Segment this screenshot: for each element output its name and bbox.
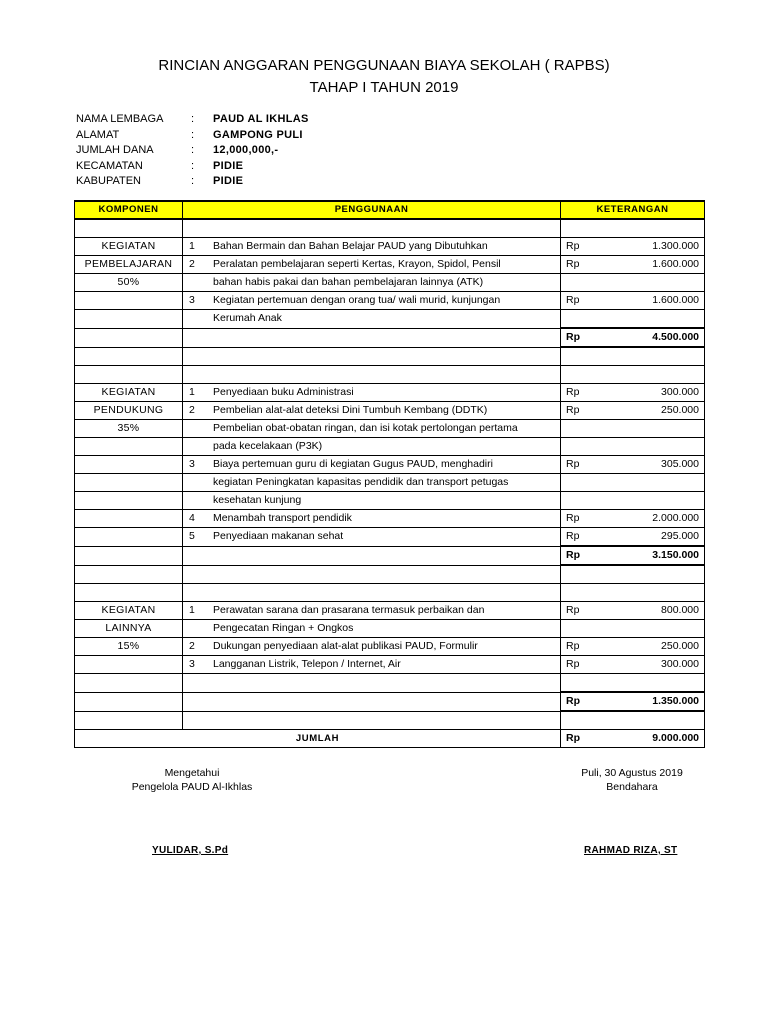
info-row (76, 160, 476, 176)
keterangan-cell (561, 420, 705, 438)
currency-label (561, 620, 595, 637)
amount-value (595, 348, 704, 365)
item-number: 1 (189, 604, 195, 616)
currency-label: Rp (566, 658, 580, 670)
left-signature-block (112, 766, 272, 794)
subtotal-row (75, 328, 705, 347)
keterangan-cell (561, 328, 705, 347)
komponen-cell (75, 438, 183, 456)
item-number: 3 (189, 458, 195, 470)
keterangan-cell (561, 438, 705, 456)
right-caption-1: Puli, 30 Agustus 2019 (581, 767, 683, 779)
table-row (75, 602, 705, 620)
komponen-cell: KEGIATAN (75, 384, 183, 402)
info-value: PIDIE (213, 159, 244, 172)
table-row (75, 310, 705, 329)
item-number: 1 (189, 386, 195, 398)
keterangan-cell (561, 310, 705, 329)
item-number (183, 438, 209, 455)
amount-value (595, 492, 704, 509)
currency-label (561, 220, 595, 237)
penggunaan-cell (183, 310, 561, 329)
currency-label: Rp (566, 386, 580, 398)
info-value: GAMPONG PULI (213, 128, 303, 141)
penggunaan-cell (183, 274, 561, 292)
item-description: Penyediaan buku Administrasi (213, 386, 354, 398)
currency-label: Rp (566, 695, 580, 707)
table-row (75, 528, 705, 547)
currency-label: Rp (566, 404, 580, 416)
penggunaan-cell (183, 402, 561, 420)
amount-value (595, 366, 704, 383)
item-description: Menambah transport pendidik (213, 512, 352, 524)
currency-label (561, 566, 595, 583)
currency-label (561, 712, 595, 729)
komponen-cell (75, 456, 183, 474)
penggunaan-cell (183, 546, 561, 565)
table-row (75, 274, 705, 292)
info-colon: : (191, 144, 195, 156)
currency-label: Rp (566, 258, 580, 270)
table-row (75, 620, 705, 638)
currency-label (561, 274, 595, 291)
keterangan-cell (561, 510, 705, 528)
item-description: Penyediaan makanan sehat (213, 530, 344, 543)
item-number (183, 492, 209, 509)
komponen-cell (75, 328, 183, 347)
penggunaan-cell (183, 438, 561, 456)
item-description (209, 366, 560, 383)
keterangan-cell (561, 638, 705, 656)
amount-value (595, 566, 704, 583)
item-number (183, 674, 209, 691)
keterangan-cell (561, 366, 705, 384)
item-description (209, 220, 560, 237)
item-description: kegiatan Peningkatan kapasitas pendidik dan transport petugas (213, 476, 509, 488)
currency-label (561, 674, 595, 691)
item-number (183, 329, 209, 346)
penggunaan-cell (183, 366, 561, 384)
currency-label: Rp (566, 458, 580, 470)
keterangan-cell (561, 692, 705, 711)
amount-value: 3.150.000 (652, 549, 699, 561)
item-description: Pengecatan Ringan + Ongkos (213, 622, 354, 634)
table-row (75, 402, 705, 420)
amount-value: 305.000 (661, 458, 699, 470)
item-description: Pembelian obat-obatan ringan, dan isi kotak pertolongan pertama (213, 422, 518, 434)
keterangan-cell (561, 347, 705, 366)
penggunaan-cell (183, 584, 561, 602)
item-description (209, 712, 560, 729)
keterangan-cell (561, 711, 705, 730)
currency-label (561, 584, 595, 601)
item-number (183, 712, 209, 729)
komponen-cell: KEGIATAN (75, 238, 183, 256)
keterangan-cell (561, 528, 705, 547)
info-colon: : (191, 113, 195, 125)
keterangan-cell (561, 656, 705, 674)
info-value: PIDIE (213, 175, 244, 187)
komponen-cell (75, 674, 183, 693)
item-description (209, 547, 560, 564)
amount-value (595, 620, 704, 637)
keterangan-cell (561, 584, 705, 602)
amount-value: 1.300.000 (652, 240, 699, 252)
penggunaan-cell (183, 456, 561, 474)
item-number: 2 (189, 258, 195, 270)
currency-label (561, 366, 595, 383)
komponen-cell: PENDUKUNG (75, 402, 183, 420)
currency-label (561, 492, 595, 509)
komponen-cell: 35% (75, 420, 183, 438)
komponen-cell (75, 366, 183, 384)
penggunaan-cell (183, 674, 561, 693)
amount-value (595, 438, 704, 455)
grand-total-value: 9.000.000 (652, 732, 699, 744)
item-description (209, 693, 560, 710)
left-caption-1: Mengetahui (164, 767, 220, 779)
keterangan-cell (561, 274, 705, 292)
item-number: 3 (189, 294, 195, 306)
komponen-cell (75, 310, 183, 329)
item-number (183, 366, 209, 383)
item-description: Pembelian alat-alat deteksi Dini Tumbuh Kembang (DDTK) (213, 404, 488, 416)
keterangan-cell (561, 256, 705, 274)
table-row (75, 456, 705, 474)
komponen-cell (75, 474, 183, 492)
keterangan-cell (561, 402, 705, 420)
komponen-cell (75, 656, 183, 674)
item-description (209, 348, 560, 365)
item-description: kesehatan kunjung (213, 494, 302, 506)
amount-value: 1.350.000 (652, 695, 699, 707)
keterangan-cell (561, 492, 705, 510)
institution-info (76, 113, 476, 191)
komponen-cell (75, 711, 183, 730)
komponen-cell (75, 219, 183, 238)
item-description: Dukungan penyediaan alat-alat publikasi PAUD, Formulir (213, 640, 478, 652)
table-row (75, 584, 705, 602)
table-row (75, 474, 705, 492)
amount-value (595, 220, 704, 237)
item-number: 4 (189, 512, 195, 524)
komponen-cell (75, 528, 183, 547)
amount-value (595, 310, 704, 327)
komponen-cell (75, 492, 183, 510)
penggunaan-cell (183, 510, 561, 528)
item-description (209, 674, 560, 691)
penggunaan-cell (183, 328, 561, 347)
penggunaan-cell (183, 256, 561, 274)
keterangan-cell (561, 565, 705, 584)
document-subtitle: TAHAP I TAHUN 2019 (309, 79, 459, 96)
item-description (209, 329, 560, 346)
penggunaan-cell (183, 384, 561, 402)
table-row (75, 366, 705, 384)
komponen-cell: 15% (75, 638, 183, 656)
penggunaan-cell (183, 602, 561, 620)
item-number (183, 584, 209, 601)
amount-value: 250.000 (661, 404, 699, 416)
table-row (75, 510, 705, 528)
item-number (183, 693, 209, 710)
amount-value: 300.000 (661, 658, 699, 670)
currency-label (561, 474, 595, 491)
penggunaan-cell (183, 638, 561, 656)
amount-value: 2.000.000 (652, 512, 699, 524)
keterangan-cell (561, 238, 705, 256)
table-row (75, 420, 705, 438)
table-row (75, 292, 705, 310)
currency-label: Rp (566, 640, 580, 652)
komponen-cell: 50% (75, 274, 183, 292)
item-number: 2 (189, 640, 195, 652)
info-row (76, 129, 476, 145)
right-caption-2: Bendahara (606, 781, 658, 793)
komponen-cell (75, 292, 183, 310)
item-description: Kegiatan pertemuan dengan orang tua/ wali murid, kunjungan (213, 294, 501, 306)
info-label: KABUPATEN (76, 175, 141, 187)
penggunaan-cell (183, 492, 561, 510)
penggunaan-cell (183, 474, 561, 492)
currency-label (561, 310, 595, 327)
item-number (183, 220, 209, 237)
grand-total-row (75, 730, 705, 748)
table-row (75, 347, 705, 366)
table-row (75, 384, 705, 402)
amount-value (595, 474, 704, 491)
table-row (75, 492, 705, 510)
item-description: pada kecelakaan (P3K) (213, 440, 323, 452)
header-komponen: KOMPONEN (75, 201, 183, 219)
table-row (75, 438, 705, 456)
right-signature-block (552, 766, 712, 794)
table-header-row (75, 201, 705, 219)
currency-label (561, 420, 595, 437)
keterangan-cell (561, 384, 705, 402)
left-caption-2: Pengelola PAUD Al-Ikhlas (131, 781, 253, 793)
item-description (209, 566, 560, 583)
item-description: Biaya pertemuan guru di kegiatan Gugus PAUD, menghadiri (213, 458, 493, 470)
item-description: Perawatan sarana dan prasarana termasuk perbaikan dan (213, 604, 485, 616)
info-colon: : (191, 159, 195, 172)
info-colon: : (191, 128, 195, 141)
item-number (183, 547, 209, 564)
info-label: NAMA LEMBAGA (76, 113, 164, 125)
subtotal-row (75, 546, 705, 565)
item-description: Bahan Bermain dan Bahan Belajar PAUD yang Dibutuhkan (213, 240, 488, 252)
item-number: 1 (189, 240, 195, 252)
keterangan-cell (561, 456, 705, 474)
penggunaan-cell (183, 219, 561, 238)
penggunaan-cell (183, 565, 561, 584)
subtotal-row (75, 692, 705, 711)
item-number (183, 566, 209, 583)
currency-label: Rp (566, 604, 580, 616)
komponen-cell: KEGIATAN (75, 602, 183, 620)
item-description: bahan habis pakai dan bahan pembelajaran lainnya (ATK) (213, 276, 484, 288)
table-row (75, 565, 705, 584)
item-number (183, 310, 209, 327)
table-row (75, 238, 705, 256)
item-number (183, 474, 209, 491)
table-row (75, 711, 705, 730)
penggunaan-cell (183, 692, 561, 711)
table-row (75, 674, 705, 693)
currency-label: Rp (566, 240, 580, 252)
item-description: Kerumah Anak (213, 312, 282, 325)
currency-label: Rp (566, 512, 580, 524)
amount-value: 1.600.000 (652, 258, 699, 270)
currency-label: Rp (566, 530, 580, 542)
penggunaan-cell (183, 292, 561, 310)
penggunaan-cell (183, 711, 561, 730)
document-title: RINCIAN ANGGARAN PENGGUNAAN BIAYA SEKOLAH ( RAPBS) (158, 57, 610, 74)
amount-value (595, 712, 704, 729)
left-signer-name: YULIDAR, S.Pd (152, 845, 229, 856)
keterangan-cell (561, 474, 705, 492)
info-row (76, 113, 476, 129)
amount-value: 1.600.000 (652, 294, 699, 306)
keterangan-cell (561, 546, 705, 565)
table-row (75, 638, 705, 656)
amount-value: 295.000 (661, 530, 699, 542)
amount-value (595, 584, 704, 601)
header-penggunaan: PENGGUNAAN (183, 201, 561, 219)
item-description (209, 584, 560, 601)
grand-total-label: JUMLAH (75, 730, 561, 748)
budget-table (74, 200, 705, 748)
grand-total-cell (561, 730, 705, 748)
komponen-cell (75, 347, 183, 366)
currency-label: Rp (566, 294, 580, 306)
penggunaan-cell (183, 620, 561, 638)
item-number: 3 (189, 658, 195, 670)
komponen-cell: LAINNYA (75, 620, 183, 638)
info-label: KECAMATAN (76, 159, 143, 172)
currency-label (561, 438, 595, 455)
komponen-cell (75, 565, 183, 584)
item-number: 2 (189, 404, 195, 416)
item-number (183, 420, 209, 437)
keterangan-cell (561, 620, 705, 638)
amount-value: 250.000 (661, 640, 699, 652)
penggunaan-cell (183, 420, 561, 438)
currency-label: Rp (566, 732, 580, 744)
amount-value (595, 274, 704, 291)
keterangan-cell (561, 292, 705, 310)
keterangan-cell (561, 219, 705, 238)
info-value: 12,000,000,- (213, 144, 279, 156)
header-keterangan: KETERANGAN (561, 201, 705, 219)
item-description: Peralatan pembelajaran seperti Kertas, Krayon, Spidol, Pensil (213, 258, 501, 270)
keterangan-cell (561, 674, 705, 693)
info-row (76, 175, 476, 191)
amount-value (595, 420, 704, 437)
komponen-cell: PEMBELAJARAN (75, 256, 183, 274)
item-description: Langganan Listrik, Telepon / Internet, Air (213, 658, 401, 670)
amount-value: 800.000 (661, 604, 699, 616)
amount-value: 4.500.000 (652, 331, 699, 343)
item-number (183, 620, 209, 637)
item-number (183, 348, 209, 365)
info-colon: : (191, 175, 195, 187)
komponen-cell (75, 510, 183, 528)
info-label: ALAMAT (76, 128, 120, 141)
table-row (75, 256, 705, 274)
penggunaan-cell (183, 528, 561, 547)
keterangan-cell (561, 602, 705, 620)
table-row (75, 656, 705, 674)
amount-value: 300.000 (661, 386, 699, 398)
komponen-cell (75, 546, 183, 565)
currency-label: Rp (566, 549, 580, 561)
currency-label: Rp (566, 331, 580, 343)
komponen-cell (75, 584, 183, 602)
info-row (76, 144, 476, 160)
info-value: PAUD AL IKHLAS (213, 113, 309, 125)
amount-value (595, 674, 704, 691)
currency-label (561, 348, 595, 365)
info-label: JUMLAH DANA (76, 144, 154, 156)
penggunaan-cell (183, 347, 561, 366)
item-number (183, 274, 209, 291)
item-number: 5 (189, 530, 195, 543)
komponen-cell (75, 692, 183, 711)
right-signer-name: RAHMAD RIZA, ST (584, 845, 678, 856)
penggunaan-cell (183, 238, 561, 256)
penggunaan-cell (183, 656, 561, 674)
table-row (75, 219, 705, 238)
